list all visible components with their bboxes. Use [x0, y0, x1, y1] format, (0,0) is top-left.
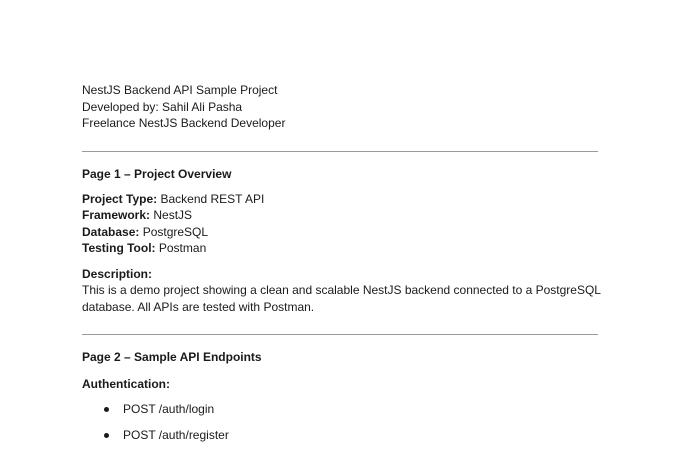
meta-label: Database:	[82, 224, 140, 239]
divider	[82, 334, 598, 335]
meta-database	[82, 224, 598, 241]
project-title: NestJS Backend API Sample Project	[82, 83, 278, 97]
endpoint-label: POST /auth/login	[123, 402, 215, 416]
bullet-icon	[104, 433, 109, 438]
description-line: database. All APIs are tested with Postman.	[82, 299, 315, 314]
description-text	[82, 282, 601, 315]
divider	[82, 151, 598, 152]
section-title-endpoints: Page 2 – Sample API Endpoints	[82, 350, 262, 364]
description-line: This is a demo project showing a clean and scalable NestJS backend connected to a PostgreSQL	[82, 283, 601, 297]
meta-label: Project Type:	[82, 191, 158, 206]
developer-line: Developed by: Sahil Ali Pasha	[82, 99, 243, 114]
meta-value: PostgreSQL	[139, 224, 209, 239]
endpoint-label: POST /auth/register	[123, 428, 229, 442]
document-page	[82, 82, 601, 453]
meta-label: Framework:	[82, 208, 151, 222]
developer-role: Freelance NestJS Backend Developer	[82, 116, 286, 130]
meta-label: Testing Tool:	[82, 241, 156, 255]
project-meta	[82, 191, 598, 257]
meta-value: NestJS	[150, 208, 193, 222]
meta-framework	[82, 207, 598, 224]
meta-value: Backend REST API	[157, 191, 265, 206]
meta-project-type	[82, 191, 598, 208]
meta-value: Postman	[155, 241, 207, 255]
endpoint-list	[82, 401, 598, 443]
authentication-heading: Authentication:	[82, 377, 170, 391]
meta-testing-tool	[82, 240, 598, 257]
list-item	[82, 401, 598, 417]
list-item	[82, 427, 598, 443]
bullet-icon	[104, 407, 109, 412]
document-header	[82, 82, 598, 132]
description-label: Description:	[82, 266, 153, 281]
section-title-overview: Page 1 – Project Overview	[82, 166, 232, 181]
